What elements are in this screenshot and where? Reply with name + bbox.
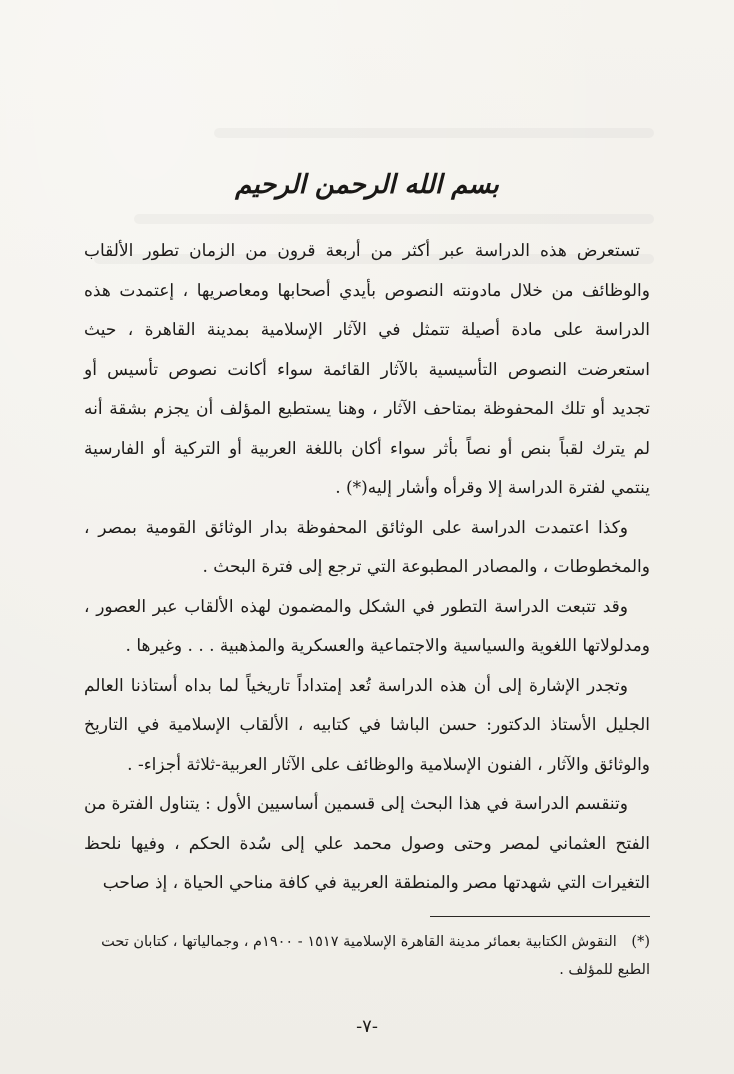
basmala-heading: بسم الله الرحمن الرحيم (235, 170, 499, 200)
bleed-through-shadow (214, 128, 654, 138)
paragraph: وقد تتبعت الدراسة التطور في الشكل والمضمون لهذه الألقاب عبر العصور ، ومدلولاتها اللغوية والسياسية والاجتماعية والعسكرية والمذهبية . . . وغيرها . (84, 596, 650, 656)
footnote-text: النقوش الكتابية بعمائر مدينة القاهرة الإسلامية ١٥١٧ - ١٩٠٠م ، وجمالياتها ، كتابان تحت الطبع للمؤلف . (101, 934, 650, 978)
paragraph: تستعرض هذه الدراسة عبر أكثر من أربعة قرون من الزمان تطور الألقاب والوظائف من خلال مادونته النصوص بأيدي أصحابها ومعاصريها ، إعتمدت هذه الدراسة على مادة أصيلة تتمثل في الآثار الإسلامية بمدينة القاهرة ، حيث استعرضت النصوص التأسيسية بالآثار القائمة سواء أكانت نصوص تأسيس أو تجديد أو تلك المحفوظة بمتاحف الآثار ، وهنا يستطيع المؤلف أن يجزم بشقة أنه لم يترك لقباً بنص أو نصاً بأثر سواء أكان باللغة العربية أو التركية أو الفارسية ينتمي لفترة الدراسة إلا وقرأه وأشار إليه(*) . (84, 241, 650, 498)
footnote-mark: (*) (631, 934, 650, 950)
footnote-divider (430, 916, 650, 917)
bleed-through-shadow (134, 214, 654, 224)
page-number: -٧- (356, 1016, 378, 1037)
paragraph: وكذا اعتمدت الدراسة على الوثائق المحفوظة بدار الوثائق القومية بمصر ، والمخطوطات ، والمصادر المطبوعة التي ترجع إلى فترة البحث . (84, 517, 650, 577)
paragraph: وتنقسم الدراسة في هذا البحث إلى قسمين أساسيين الأول : يتناول الفترة من الفتح العثماني لمصر وحتى وصول محمد علي إلى سُدة الحكم ، وفيها نلحظ التغيرات التي شهدتها مصر والمنطقة العربية في كافة مناحي الحياة ، إذ صاحب (84, 794, 650, 893)
body-text (84, 232, 650, 904)
paragraph: وتجدر الإشارة إلى أن هذه الدراسة تُعد إمتداداً تاريخياً لما بداه أستاذنا العالم الجليل الأستاذ الدكتور: حسن الباشا في كتابيه ، الألقاب الإسلامية في التاريخ والوثائق والآثار ، الفنون الإسلامية والوظائف على الآثار العربية-ثلاثة أجزاء- . (84, 675, 650, 775)
footnote (84, 928, 650, 984)
